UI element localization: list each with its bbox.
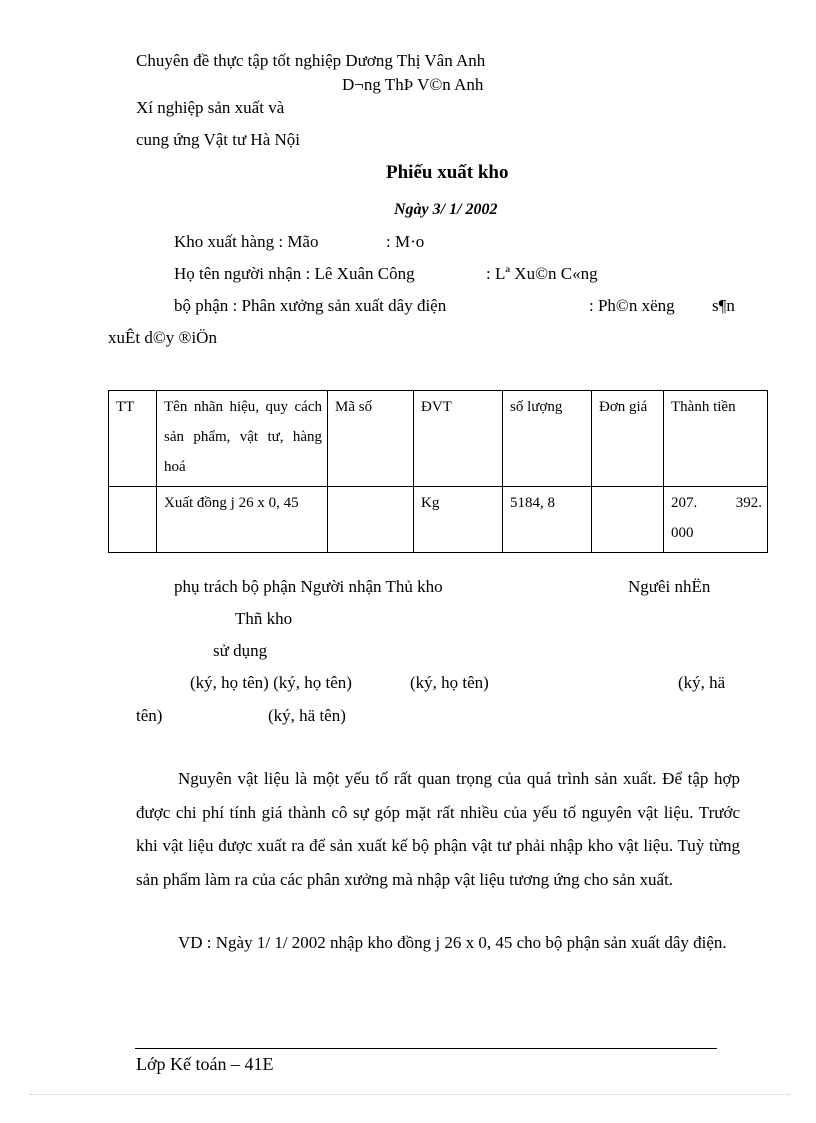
header-name: Tên nhãn hiệu, quy cách sản phẩm, vật tư, hàng hoá: [157, 391, 328, 487]
cell-total: [664, 487, 768, 553]
body-paragraph-2: VD : Ngày 1/ 1/ 2002 nhập kho đồng j 26 x 0, 45 cho bộ phận sản xuất dây điện.: [178, 933, 727, 952]
signature-line-5a: tên): [136, 706, 163, 725]
signature-line-3: sử dụng: [213, 641, 268, 660]
cell-qty: 5184, 8: [503, 487, 592, 553]
header-price: Đơn giá: [592, 391, 664, 487]
cell-price: [592, 487, 664, 553]
department-garbled-2: s¶n: [712, 296, 735, 315]
page-bottom-dotted-line: [30, 1094, 790, 1095]
signature-line-1-garbled: Ngưêi nhËn: [628, 577, 711, 596]
cell-total-part-b: 392.: [735, 495, 762, 511]
company-line-2: cung ứng Vật tư Hà Nội: [136, 130, 301, 149]
footer-divider: [135, 1048, 717, 1049]
cell-code: [328, 487, 414, 553]
cell-tt: [109, 487, 157, 553]
recipient-garbled: : Lª Xu©n C«ng: [486, 264, 598, 283]
cell-unit: Kg: [414, 487, 503, 553]
signature-line-1: phụ trách bộ phận Người nhận Thủ kho: [174, 577, 443, 596]
form-title: Phiếu xuất kho: [386, 162, 509, 183]
cell-total-part-a: 207.: [671, 495, 698, 511]
footer-class-label: Lớp Kế toán – 41E: [136, 1054, 274, 1074]
signature-line-4: (ký, họ tên) (ký, họ tên): [190, 673, 352, 692]
issue-items-table: [108, 390, 768, 553]
cell-total-part-c: 000: [671, 525, 694, 541]
cell-name: Xuất đồng j 26 x 0, 45: [157, 487, 328, 553]
signature-line-4b: (ký, họ tên): [410, 673, 489, 692]
company-line-1: Xí nghiệp sản xuất và: [136, 98, 285, 117]
signature-line-2: Thñ kho: [235, 609, 293, 628]
table-row: [109, 487, 768, 553]
department-line: bộ phận : Phân xưởng sản xuất dây điện: [174, 296, 447, 315]
signature-line-5b: (ký, hä tên): [268, 706, 346, 725]
department-garbled-3: xuÊt d©y ®iÖn: [108, 328, 217, 347]
running-title: Chuyên đề thực tập tốt nghiệp Dương Thị Vân Anh: [136, 51, 486, 70]
header-unit: ĐVT: [414, 391, 503, 487]
table-header-row: [109, 391, 768, 487]
header-qty: số lượng: [503, 391, 592, 487]
header-total: Thành tiền: [664, 391, 768, 487]
running-title-garbled: D¬ng ThÞ V©n Anh: [342, 75, 484, 94]
department-garbled: : Ph©n xëng: [589, 296, 675, 315]
body-paragraph-1: Nguyên vật liệu là một yếu tố rất quan trọng của quá trình sản xuất. Để tập hợp được chi phí tính giá thành cô sự góp mặt rất nhiều của yếu tố nguyên vật liệu. Trước khi vật liệu được xuất ra để sản xuất kế bộ phận vật tư phải nhập kho vật liệu. Tuỳ từng sản phẩm làm ra của các phân xưởng mà nhập vật liệu tương ứng cho sản xuất.: [136, 769, 740, 889]
header-tt: TT: [109, 391, 157, 487]
signature-line-4c: (ký, hä: [678, 673, 726, 692]
recipient-line: Họ tên người nhận : Lê Xuân Công: [174, 264, 415, 283]
warehouse-line: Kho xuất hàng : Mão: [174, 232, 319, 251]
warehouse-garbled: : M·o: [386, 232, 425, 251]
cell-total-line-1: [671, 488, 762, 518]
form-date: Ngày 3/ 1/ 2002: [394, 201, 498, 218]
header-code: Mã số: [328, 391, 414, 487]
